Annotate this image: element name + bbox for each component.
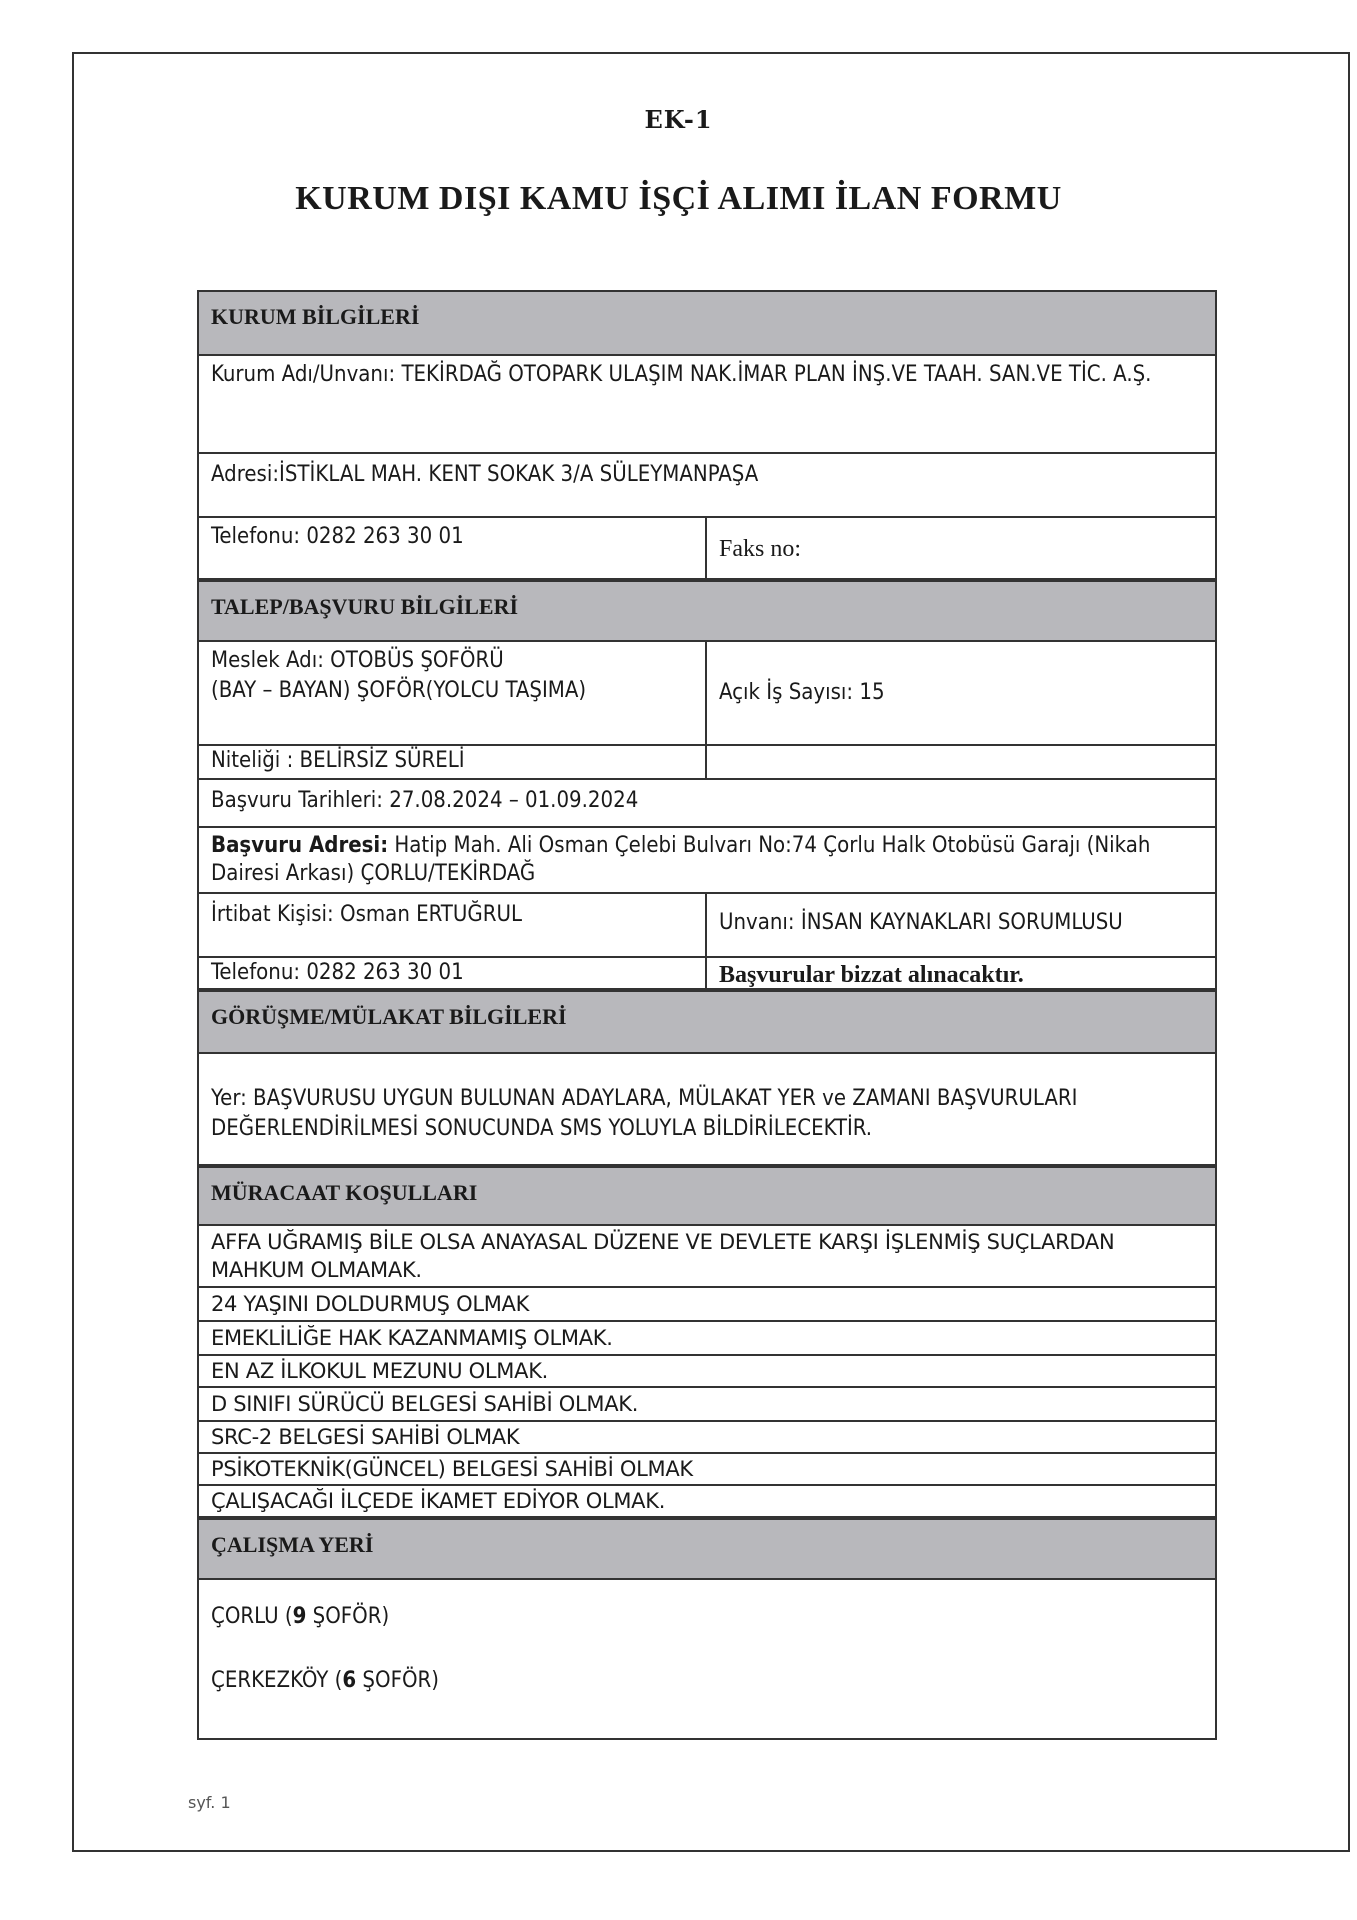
meslek-row bbox=[197, 642, 1217, 746]
calisma-yeri-cerkezkoy: ÇERKEZKÖY (6 ŞOFÖR) bbox=[211, 1668, 440, 1693]
meslek-detay: (BAY – BAYAN) ŞOFÖR(YOLCU TAŞIMA) bbox=[211, 678, 587, 703]
kosul-row bbox=[197, 1388, 1217, 1422]
irtibat-unvan: Unvanı: İNSAN KAYNAKLARI SORUMLUSU bbox=[719, 910, 1123, 935]
kosul-item: AFFA UĞRAMIŞ BİLE OLSA ANAYASAL DÜZENE VE DEVLETE KARŞI İŞLENMİŞ SUÇLARDAN MAHKUM OLMAMAK. bbox=[211, 1230, 1115, 1282]
tarih-row bbox=[197, 780, 1217, 828]
basvuru-adres-value: Hatip Mah. Ali Osman Çelebi Bulvarı No:74 Çorlu Halk Otobüsü Garajı (Nikah Dairesi Arkası) ÇORLU/TEKİRDAĞ bbox=[211, 833, 1151, 886]
kurum-adi-row bbox=[197, 356, 1217, 454]
kosul-row bbox=[197, 1288, 1217, 1322]
meslek-adi: Meslek Adı: OTOBÜS ŞOFÖRÜ bbox=[211, 648, 504, 673]
section-kurum-header: KURUM BİLGİLERİ bbox=[197, 290, 1217, 356]
bizzat-notu: Başvurular bizzat alınacaktır. bbox=[719, 962, 1024, 988]
kosul-row bbox=[197, 1422, 1217, 1454]
kosul-item: EN AZ İLKOKUL MEZUNU OLMAK. bbox=[211, 1359, 549, 1383]
nitelik-empty bbox=[707, 746, 1215, 778]
kurum-telefon: Telefonu: 0282 263 30 01 bbox=[199, 518, 707, 578]
calisma-yeri-cell bbox=[199, 1580, 1215, 1738]
basvuru-adres-row bbox=[197, 828, 1217, 894]
section-talep-header: TALEP/BAŞVURU BİLGİLERİ bbox=[197, 580, 1217, 642]
kosul-item: D SINIFI SÜRÜCÜ BELGESİ SAHİBİ OLMAK. bbox=[211, 1392, 639, 1416]
kurum-iletisim-row bbox=[197, 518, 1217, 580]
basvuru-tarihleri: Başvuru Tarihleri: 27.08.2024 – 01.09.2024 bbox=[211, 788, 639, 813]
talep-telefon: Telefonu: 0282 263 30 01 bbox=[199, 958, 707, 988]
irtibat-row bbox=[197, 894, 1217, 958]
gorusme-yer: Yer: BAŞVURUSU UYGUN BULUNAN ADAYLARA, MÜLAKAT YER ve ZAMANI BAŞVURULARI DEĞERLENDİRİLMESİ SONUCUNDA SMS YOLUYLA BİLDİRİLECEKTİR. bbox=[211, 1086, 1078, 1141]
nitelik-row bbox=[197, 746, 1217, 780]
section-gorusme-header: GÖRÜŞME/MÜLAKAT BİLGİLERİ bbox=[197, 990, 1217, 1054]
kurum-faks: Faks no: bbox=[719, 536, 802, 562]
kurum-adres-row bbox=[197, 454, 1217, 518]
talep-telefon-row bbox=[197, 958, 1217, 990]
calisma-yeri-corlu: ÇORLU (9 ŞOFÖR) bbox=[211, 1604, 390, 1629]
irtibat-kisisi: İrtibat Kişisi: Osman ERTUĞRUL bbox=[199, 894, 707, 956]
kosul-row bbox=[197, 1356, 1217, 1388]
kurum-adres: Adresi:İSTİKLAL MAH. KENT SOKAK 3/A SÜLEYMANPAŞA bbox=[211, 462, 759, 487]
section-calisma-header: ÇALIŞMA YERİ bbox=[197, 1518, 1217, 1580]
form-title: KURUM DIŞI KAMU İŞÇİ ALIMI İLAN FORMU bbox=[295, 180, 1062, 217]
kosul-item: EMEKLİLİĞE HAK KAZANMAMIŞ OLMAK. bbox=[211, 1326, 613, 1350]
gorusme-row bbox=[197, 1054, 1217, 1166]
section-kosullar-header: MÜRACAAT KOŞULLARI bbox=[197, 1166, 1217, 1226]
annex-label: EK-1 bbox=[644, 105, 713, 134]
basvuru-adres bbox=[199, 828, 1215, 892]
kosul-row bbox=[197, 1226, 1217, 1288]
basvuru-adres-label: Başvuru Adresi: bbox=[211, 833, 389, 858]
kosul-item: PSİKOTEKNİK(GÜNCEL) BELGESİ SAHİBİ OLMAK bbox=[211, 1457, 693, 1481]
kosul-item: 24 YAŞINI DOLDURMUŞ OLMAK bbox=[211, 1292, 530, 1316]
kosul-row bbox=[197, 1486, 1217, 1518]
page-number: syf. 1 bbox=[188, 1793, 231, 1812]
meslek-cell bbox=[199, 642, 707, 744]
calisma-yeri-row bbox=[197, 1580, 1217, 1740]
kurum-adi: Kurum Adı/Unvanı: TEKİRDAĞ OTOPARK ULAŞIM NAK.İMAR PLAN İNŞ.VE TAAH. SAN.VE TİC. A.Ş. bbox=[211, 362, 1152, 387]
kosul-item: SRC-2 BELGESİ SAHİBİ OLMAK bbox=[211, 1425, 520, 1449]
acik-is-sayisi: Açık İş Sayısı: 15 bbox=[719, 680, 885, 705]
kosul-row bbox=[197, 1322, 1217, 1356]
kosul-row bbox=[197, 1454, 1217, 1486]
announcement-form bbox=[197, 290, 1217, 1740]
nitelik: Niteliği : BELİRSİZ SÜRELİ bbox=[199, 746, 707, 778]
kosul-item: ÇALIŞACAĞI İLÇEDE İKAMET EDİYOR OLMAK. bbox=[211, 1489, 666, 1513]
